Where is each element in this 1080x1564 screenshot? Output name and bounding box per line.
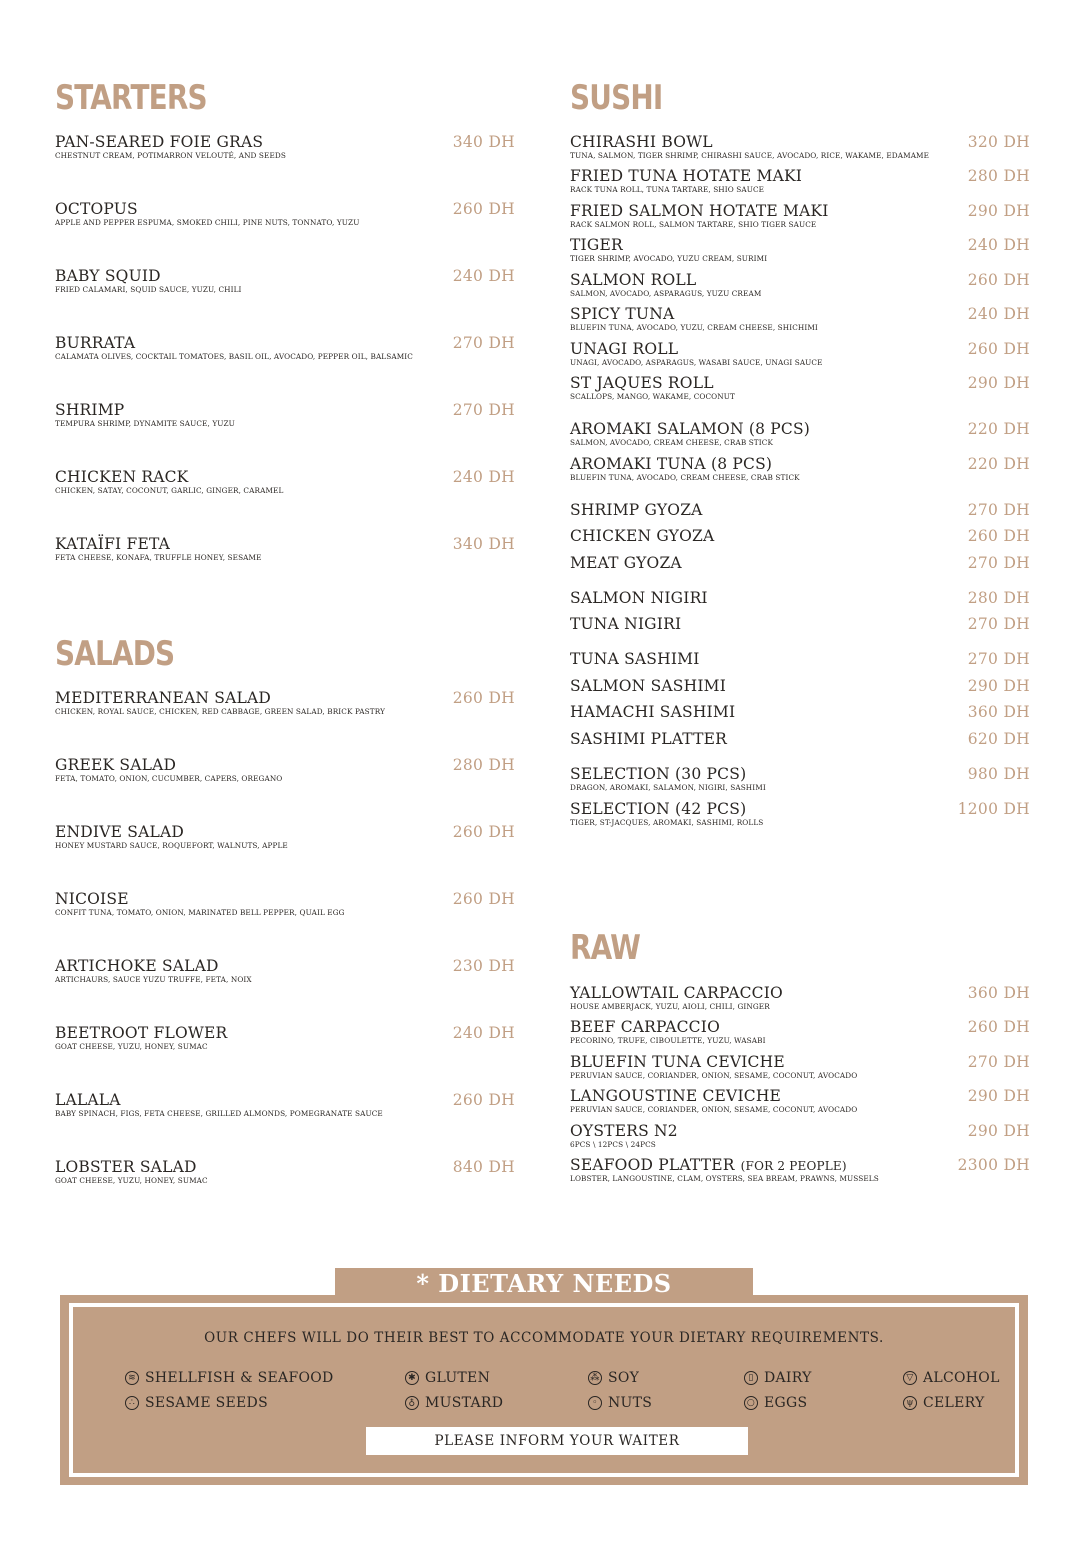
item-price: 260 DH: [967, 527, 1030, 545]
item-price: 260 DH: [452, 689, 515, 707]
item-description: BLUEFIN TUNA, AVOCADO, CREAM CHEESE, CRAB STICK: [570, 473, 800, 482]
item-name: SELECTION (30 PCS): [570, 765, 747, 783]
item-name: [570, 1156, 847, 1175]
item-price: 1200 DH: [957, 800, 1030, 818]
item-name: SPICY TUNA: [570, 305, 675, 323]
item-description: FETA CHEESE, KONAFA, TRUFFLE HONEY, SESAME: [55, 553, 262, 562]
allergen-gluten: ✱ GLUTEN: [405, 1368, 490, 1388]
item-description: BABY SPINACH, FIGS, FETA CHEESE, GRILLED ALMONDS, POMEGRANATE SAUCE: [55, 1109, 383, 1118]
item-price: 260 DH: [967, 271, 1030, 289]
item-description: TUNA, SALMON, TIGER SHRIMP, CHIRASHI SAUCE, AVOCADO, RICE, WAKAME, EDAMAME: [570, 151, 930, 160]
item-name: LANGOUSTINE CEVICHE: [570, 1087, 782, 1105]
allergen-alcohol: ▽ ALCOHOL: [903, 1368, 1000, 1388]
item-description: PERUVIAN SAUCE, CORIANDER, ONION, SESAME, COCONUT, AVOCADO: [570, 1105, 858, 1114]
item-name: BEEF CARPACCIO: [570, 1018, 720, 1036]
allergen-celery: ψ CELERY: [903, 1393, 985, 1413]
item-description: GOAT CHEESE, YUZU, HONEY, SUMAC: [55, 1042, 208, 1051]
item-description: RACK TUNA ROLL, TUNA TARTARE, SHIO SAUCE: [570, 185, 765, 194]
dietary-box: [60, 1295, 1028, 1485]
item-price: 290 DH: [967, 677, 1030, 695]
item-description: GOAT CHEESE, YUZU, HONEY, SUMAC: [55, 1176, 208, 1185]
item-name: SALMON SASHIMI: [570, 677, 727, 695]
item-name: PAN-SEARED FOIE GRAS: [55, 133, 264, 151]
item-description: CALAMATA OLIVES, COCKTAIL TOMATOES, BASIL OIL, AVOCADO, PEPPER OIL, BALSAMIC: [55, 352, 413, 361]
item-price: 270 DH: [452, 401, 515, 419]
item-name-text: SEAFOOD PLATTER: [570, 1156, 735, 1174]
allergen-nuts: ◦ NUTS: [588, 1393, 652, 1413]
item-price: 270 DH: [452, 334, 515, 352]
item-name: CHIRASHI BOWL: [570, 133, 713, 151]
item-description: FETA, TOMATO, ONION, CUCUMBER, CAPERS, OREGANO: [55, 774, 283, 783]
celery-icon: ψ: [903, 1396, 917, 1410]
item-name: GREEK SALAD: [55, 756, 177, 774]
gluten-icon: ✱: [405, 1371, 419, 1385]
item-price: 240 DH: [452, 468, 515, 486]
item-description: CHICKEN, ROYAL SAUCE, CHICKEN, RED CABBAGE, GREEN SALAD, BRICK PASTRY: [55, 707, 385, 716]
item-description: PECORINO, TRUFE, CIBOULETTE, YUZU, WASABI: [570, 1036, 766, 1045]
nuts-icon: ◦: [588, 1396, 602, 1410]
item-price: 240 DH: [452, 267, 515, 285]
item-price: 270 DH: [967, 501, 1030, 519]
item-name: SALMON NIGIRI: [570, 589, 708, 607]
item-description: PERUVIAN SAUCE, CORIANDER, ONION, SESAME, COCONUT, AVOCADO: [570, 1071, 858, 1080]
item-description: UNAGI, AVOCADO, ASPARAGUS, WASABI SAUCE, UNAGI SAUCE: [570, 358, 823, 367]
item-name: FRIED TUNA HOTATE MAKI: [570, 167, 803, 185]
item-name: HAMACHI SASHIMI: [570, 703, 736, 721]
item-price: 230 DH: [452, 957, 515, 975]
item-description: SALMON, AVOCADO, ASPARAGUS, YUZU CREAM: [570, 289, 762, 298]
item-price: 620 DH: [967, 730, 1030, 748]
item-description: TEMPURA SHRIMP, DYNAMITE SAUCE, YUZU: [55, 419, 235, 428]
item-name: FRIED SALMON HOTATE MAKI: [570, 202, 829, 220]
shellfish-icon: ≋: [125, 1371, 139, 1385]
item-name: MEAT GYOZA: [570, 554, 682, 572]
item-name: ENDIVE SALAD: [55, 823, 184, 841]
item-price: 270 DH: [967, 615, 1030, 633]
item-note: (FOR 2 PEOPLE): [740, 1159, 847, 1173]
item-name: OCTOPUS: [55, 200, 138, 218]
item-name: LALALA: [55, 1091, 121, 1109]
item-price: 340 DH: [452, 535, 515, 553]
dairy-icon: ▯: [744, 1371, 758, 1385]
item-description: DRAGON, AROMAKI, SALAMON, NIGIRI, SASHIMI: [570, 783, 766, 792]
item-name: YALLOWTAIL CARPACCIO: [570, 984, 783, 1002]
item-name: TUNA NIGIRI: [570, 615, 682, 633]
item-name: MEDITERRANEAN SALAD: [55, 689, 272, 707]
item-price: 280 DH: [967, 167, 1030, 185]
item-name: BLUEFIN TUNA CEVICHE: [570, 1053, 785, 1071]
sushi-title: SUSHI: [570, 78, 663, 118]
item-name: AROMAKI TUNA (8 PCS): [570, 455, 773, 473]
item-price: 260 DH: [967, 340, 1030, 358]
item-name: NICOISE: [55, 890, 129, 908]
mustard-icon: ♁: [405, 1396, 419, 1410]
item-price: 260 DH: [452, 890, 515, 908]
allergen-shellfish: ≋ SHELLFISH & SEAFOOD: [125, 1368, 334, 1388]
item-description: CHESTNUT CREAM, POTIMARRON VELOUTÉ, AND SEEDS: [55, 151, 286, 160]
item-price: 360 DH: [967, 984, 1030, 1002]
eggs-icon: ○: [744, 1396, 758, 1410]
item-name: UNAGI ROLL: [570, 340, 679, 358]
item-description: CONFIT TUNA, TOMATO, ONION, MARINATED BELL PEPPER, QUAIL EGG: [55, 908, 345, 917]
item-price: 240 DH: [967, 305, 1030, 323]
item-price: 260 DH: [452, 1091, 515, 1109]
item-name: ST JAQUES ROLL: [570, 374, 714, 392]
allergen-mustard: ♁ MUSTARD: [405, 1393, 503, 1413]
item-price: 270 DH: [967, 1053, 1030, 1071]
item-description: CHICKEN, SATAY, COCONUT, GARLIC, GINGER, CARAMEL: [55, 486, 284, 495]
raw-title: RAW: [570, 928, 641, 968]
item-price: 280 DH: [967, 589, 1030, 607]
dietary-frame: [69, 1303, 1019, 1477]
item-name: SHRIMP: [55, 401, 125, 419]
item-description: HOUSE AMBERJACK, YUZU, AIOLI, CHILI, GINGER: [570, 1002, 770, 1011]
item-price: 260 DH: [967, 1018, 1030, 1036]
item-price: 280 DH: [452, 756, 515, 774]
item-description: SCALLOPS, MANGO, WAKAME, COCONUT: [570, 392, 735, 401]
item-price: 360 DH: [967, 703, 1030, 721]
item-price: 290 DH: [967, 1122, 1030, 1140]
item-description: BLUEFIN TUNA, AVOCADO, YUZU, CREAM CHEESE, SHICHIMI: [570, 323, 818, 332]
item-price: 290 DH: [967, 202, 1030, 220]
item-description: APPLE AND PEPPER ESPUMA, SMOKED CHILI, PINE NUTS, TONNATO, YUZU: [55, 218, 360, 227]
item-description: HONEY MUSTARD SAUCE, ROQUEFORT, WALNUTS, APPLE: [55, 841, 288, 850]
item-price: 290 DH: [967, 1087, 1030, 1105]
item-name: KATAÏFI FETA: [55, 535, 171, 553]
item-price: 2300 DH: [957, 1156, 1030, 1174]
item-price: 290 DH: [967, 374, 1030, 392]
item-name: SASHIMI PLATTER: [570, 730, 728, 748]
item-price: 220 DH: [967, 455, 1030, 473]
allergen-dairy: ▯ DAIRY: [744, 1368, 812, 1388]
item-price: 220 DH: [967, 420, 1030, 438]
alcohol-icon: ▽: [903, 1371, 917, 1385]
item-name: TUNA SASHIMI: [570, 650, 700, 668]
dietary-title-tab: [335, 1268, 753, 1300]
item-price: 270 DH: [967, 650, 1030, 668]
item-name: LOBSTER SALAD: [55, 1158, 197, 1176]
item-price: 840 DH: [452, 1158, 515, 1176]
inform-waiter-banner: PLEASE INFORM YOUR WAITER: [366, 1427, 748, 1455]
item-name: SALMON ROLL: [570, 271, 697, 289]
item-price: 270 DH: [967, 554, 1030, 572]
item-name: BURRATA: [55, 334, 136, 352]
starters-title: STARTERS: [55, 78, 207, 118]
item-name: CHICKEN RACK: [55, 468, 189, 486]
item-price: 320 DH: [967, 133, 1030, 151]
item-description: FRIED CALAMARI, SQUID SAUCE, YUZU, CHILI: [55, 285, 242, 294]
item-price: 240 DH: [452, 1024, 515, 1042]
item-description: 6PCS \ 12PCS \ 24PCS: [570, 1140, 656, 1149]
dietary-content: [83, 1316, 1005, 1464]
item-name: OYSTERS N2: [570, 1122, 678, 1140]
dietary-title: * DIETARY NEEDS: [416, 1269, 672, 1298]
allergen-sesame: ∴ SESAME SEEDS: [125, 1393, 268, 1413]
item-description: ARTICHAURS, SAUCE YUZU TRUFFE, FETA, NOIX: [55, 975, 252, 984]
item-description: SALMON, AVOCADO, CREAM CHEESE, CRAB STICK: [570, 438, 773, 447]
item-price: 980 DH: [967, 765, 1030, 783]
sesame-icon: ∴: [125, 1396, 139, 1410]
soy-icon: ⁂: [588, 1371, 602, 1385]
item-name: BEETROOT FLOWER: [55, 1024, 228, 1042]
dietary-intro: OUR CHEFS WILL DO THEIR BEST TO ACCOMMODATE YOUR DIETARY REQUIREMENTS.: [204, 1330, 884, 1346]
item-description: TIGER, ST-JACQUES, AROMAKI, SASHIMI, ROLLS: [570, 818, 764, 827]
allergen-eggs: ○ EGGS: [744, 1393, 807, 1413]
item-name: BABY SQUID: [55, 267, 161, 285]
salads-title: SALADS: [55, 634, 175, 674]
item-price: 260 DH: [452, 823, 515, 841]
item-price: 240 DH: [967, 236, 1030, 254]
item-description: TIGER SHRIMP, AVOCADO, YUZU CREAM, SURIMI: [570, 254, 768, 263]
item-description: RACK SALMON ROLL, SALMON TARTARE, SHIO TIGER SAUCE: [570, 220, 817, 229]
item-price: 340 DH: [452, 133, 515, 151]
item-name: SELECTION (42 PCS): [570, 800, 747, 818]
allergen-soy: ⁂ SOY: [588, 1368, 639, 1388]
item-price: 260 DH: [452, 200, 515, 218]
item-name: TIGER: [570, 236, 623, 254]
item-name: AROMAKI SALAMON (8 PCS): [570, 420, 811, 438]
item-name: SHRIMP GYOZA: [570, 501, 703, 519]
item-description: LOBSTER, LANGOUSTINE, CLAM, OYSTERS, SEA BREAM, PRAWNS, MUSSELS: [570, 1174, 879, 1183]
item-name: ARTICHOKE SALAD: [55, 957, 219, 975]
item-name: CHICKEN GYOZA: [570, 527, 715, 545]
